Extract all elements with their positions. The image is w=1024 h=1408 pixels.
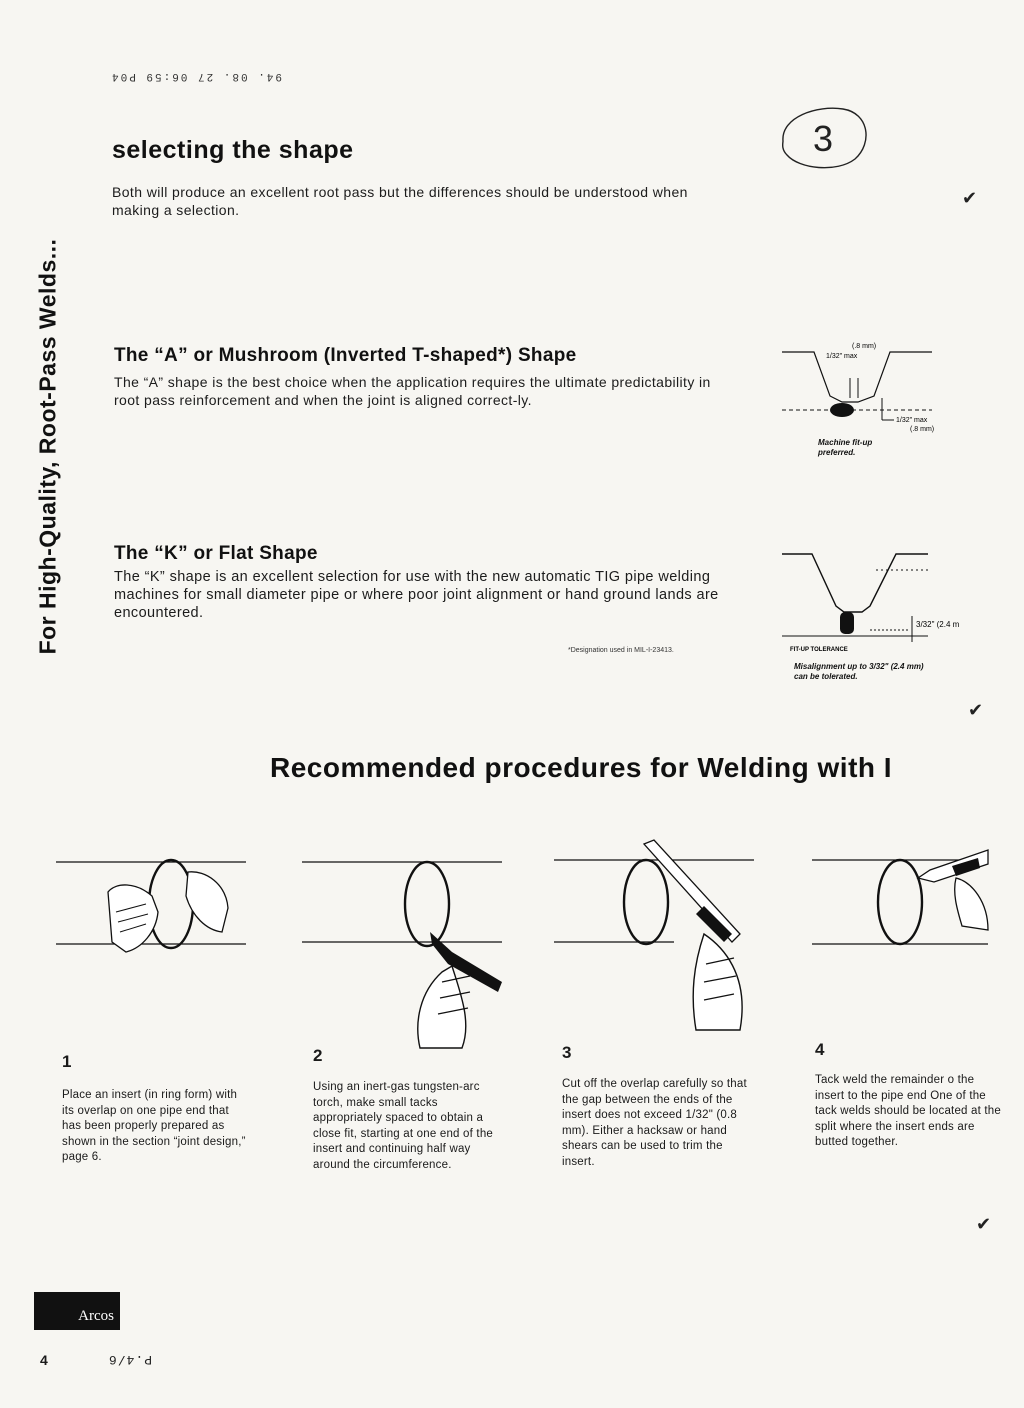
step-1-number: 1	[62, 1052, 72, 1071]
arcos-logo-text: Arcos	[78, 1308, 114, 1324]
a-label-top: 1/32" max	[826, 353, 858, 360]
step-2-text: Using an inert-gas tungsten-arc torch, make small tacks appropriately spaced to obtain a close fit, starting at one end of the insert and continuing half way around the circumference.	[313, 1081, 494, 1171]
k-shape-diagram	[780, 546, 1020, 706]
sidebar-title	[28, 168, 68, 724]
step-3-illustration	[554, 834, 764, 1034]
step-4-text: Tack weld the remainder o the insert to the pipe end One of the tack welds should be located at the split where the insert ends are butted together.	[815, 1074, 1002, 1148]
section-intro-text: Both will produce an excellent root pass but the differences should be understood when making a selection.	[112, 184, 688, 218]
check-mark-3: ✔	[976, 1214, 992, 1234]
arcos-logo	[34, 1292, 120, 1330]
step-4-number: 4	[815, 1040, 825, 1059]
page-number: 4	[40, 1352, 48, 1368]
fax-footer: P.4/6	[108, 1352, 153, 1367]
section-title-selecting: selecting the shape	[112, 136, 354, 164]
footnote: *Designation used in MIL-I-23413.	[568, 647, 674, 654]
check-mark-2: ✔	[968, 700, 984, 720]
k-label-fit: FIT-UP TOLERANCE	[790, 647, 848, 653]
step-1-illustration	[56, 852, 252, 1012]
step-2-illustration	[302, 852, 512, 1052]
k-label-side: 3/32" (2.4 m	[916, 620, 960, 629]
handwritten-page-mark	[777, 103, 875, 171]
a-shape-diagram	[782, 338, 972, 478]
a-shape-text: The “A” shape is the best choice when the application requires the ultimate predictability in root pass reinforcement and when the joint is aligned correct-ly.	[114, 374, 711, 408]
step-2-number: 2	[313, 1046, 323, 1065]
k-diagram-caption: Misalignment up to 3/32" (2.4 mm) can be tolerated.	[794, 662, 924, 681]
fax-header: 94. 08. 27 06:59 P04	[110, 70, 283, 82]
a-label-side-mm: (.8 mm)	[910, 426, 935, 433]
k-shape-text: The “K” shape is an excellent selection for use with the new automatic TIG pipe welding machines for small diameter pipe or where poor joint alignment or hand ground lands are encountered.	[114, 569, 719, 621]
a-diagram-caption: Machine fit-up preferred.	[818, 438, 873, 457]
k-shape-title: The “K” or Flat Shape	[114, 543, 318, 564]
procedures-title: Recommended procedures for Welding with I	[270, 752, 893, 783]
a-label-side: 1/32" max	[896, 417, 928, 424]
page-mark-text: 3	[813, 118, 834, 159]
step-4-illustration	[812, 842, 992, 962]
a-shape-title: The “A” or Mushroom (Inverted T-shaped*) Shape	[114, 345, 577, 366]
check-mark-1: ✔	[962, 188, 978, 208]
sidebar-title-text: For High-Quality, Root-Pass Welds...	[34, 238, 61, 654]
a-label-top-mm: (.8 mm)	[852, 343, 877, 350]
step-3-number: 3	[562, 1043, 572, 1062]
step-1-text: Place an insert (in ring form) with its overlap on one pipe end that has been properly prepared as shown in the section “joint design,” page 6.	[62, 1089, 246, 1163]
step-3-text: Cut off the overlap carefully so that the gap between the ends of the insert does not exceed 1/32" (0.8 mm). Either a hacksaw or hand shears can be used to trim the insert.	[562, 1078, 747, 1168]
